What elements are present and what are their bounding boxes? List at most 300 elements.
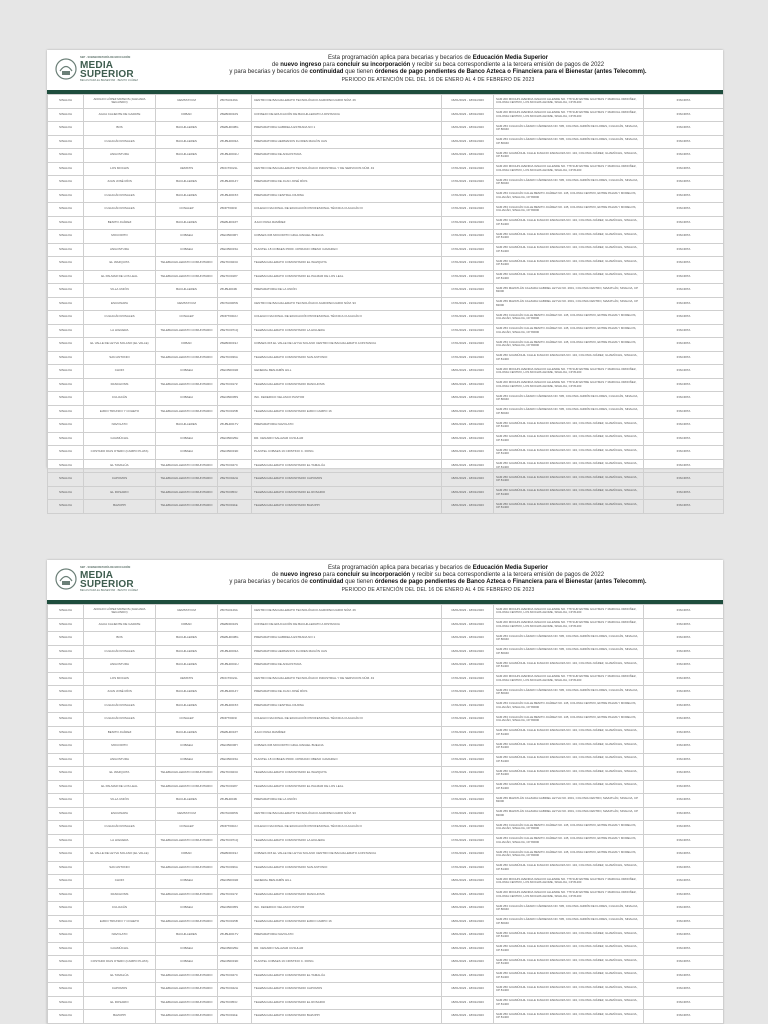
table-row [48,473,724,487]
table-cell-municipio: ESCUINAPA [84,807,156,821]
table-cell-fecha: 17/01/2023 - 19/01/2023 [442,243,494,257]
table-cell-municipio: SAN ANTONIO [84,861,156,875]
table-cell-escuela: PREPARATORIA DE ANGOSTURA [252,149,442,163]
table-cell-estatus: INSCRITA [644,486,724,500]
table-cell-tipo: BACHILLERES [156,929,218,943]
table-cell-estado: SINALOA [48,230,84,244]
table-row [48,230,724,244]
table-cell-sede: SAM 250 GUAMÚCHIL CALLE IGNACIO ZARAGOZA NO. 134, COLONIA JUÁREZ, GUAMÚCHIL, SINALOA, CP 81400 [494,230,644,244]
table-cell-cct: 25DCT0021L [218,162,252,176]
table-cell-sede: SAM 250 GUAMÚCHIL CALLE IGNACIO ZARAGOZA NO. 134, COLONIA JUÁREZ, GUAMÚCHIL, SINALOA, CP 81400 [494,942,644,956]
table-cell-fecha: 17/01/2023 - 19/01/2023 [442,753,494,767]
table-cell-estado: SINALOA [48,203,84,217]
table-cell-estatus: INSCRITA [644,135,724,149]
table-row [48,500,724,514]
table-row [48,297,724,311]
table-cell-fecha: 17/01/2023 - 19/01/2023 [442,699,494,713]
table-row [48,135,724,149]
table-cell-municipio: CULIACÁN ROSALES [84,645,156,659]
table-cell-cct: 25ETK0053J [218,486,252,500]
table-cell-municipio: RANCHOSIS [84,888,156,902]
table-cell-municipio: EL WAZQUITA [84,767,156,781]
table-cell-estatus: INSCRITA [644,365,724,379]
table-row [48,365,724,379]
table-cell-tipo: UEMSTIS [156,162,218,176]
table-cell-municipio: CULIACÁN [84,902,156,916]
table-cell-municipio: CULIACÁN ROSALES [84,821,156,835]
table-cell-cct: 25EBH0016T [218,216,252,230]
table-cell-fecha: 16/01/2023 - 18/01/2023 [442,108,494,122]
table-row [48,149,724,163]
table-cell-estado: SINALOA [48,351,84,365]
table-cell-escuela: JULIO PANA RAMÍREZ [252,216,442,230]
table-cell-fecha: 18/01/2023 - 18/01/2023 [442,446,494,460]
table-cell-tipo: COBAEH [156,392,218,406]
table-cell-cct: 25ECB0025H [218,942,252,956]
table-cell-estatus: INSCRITA [644,446,724,460]
table-cell-escuela: TELEBACHILLERATO COMUNITARIO SAN ANTONIO [252,351,442,365]
table-cell-cct: 25UBH0001U [218,149,252,163]
table-cell-tipo: TELEBACHILLERATO COMUNITARIO [156,257,218,271]
table-cell-estado: SINALOA [48,699,84,713]
title-line-2: de nuevo ingreso para concluir su incorporación y recibir su beca correspondiente a la tercera emisión de pagos de 2022 [271,62,605,69]
table-cell-fecha: 18/01/2023 - 18/01/2023 [442,983,494,997]
table-cell-cct: 25ETK0047C [218,459,252,473]
table-cell-estado: SINALOA [48,378,84,392]
table-cell-estatus: INSCRITA [644,243,724,257]
table-cell-municipio: MOCORITO [84,230,156,244]
table-cell-fecha: 18/01/2023 - 18/01/2023 [442,486,494,500]
table-cell-tipo: COBAEH [156,740,218,754]
table-cell-municipio: ADOLFO LÓPEZ MATEOS (JAHUARA SEGUNDO) [84,605,156,619]
table-cell-fecha: 17/01/2023 - 19/01/2023 [442,189,494,203]
table-cell-sede: SAM 253 CULIACÁN CALLE BENITO JUÁREZ NO. 145, COLONIA CENTRO, ENTRE PALMA Y MORELOS, CULIACÁN, SINALOA, CP 80000 [494,713,644,727]
table-row [48,284,724,298]
table-cell-tipo: BACHILLERES [156,176,218,190]
table-cell-escuela: TELEBACHILLERATO COMUNITARIO EJIDO CAMPO 16 [252,915,442,929]
logo-small-text: SEP · SUBSECRETARÍA DE EDUCACIÓN [80,56,131,59]
logo-line-2: SUPERIOR [80,68,134,80]
table-cell-sede: SAM 250 GUAMÚCHIL CALLE IGNACIO ZARAGOZA NO. 134, COLONIA JUÁREZ, GUAMÚCHIL, SINALOA, CP 81400 [494,243,644,257]
table-cell-sede: SAM 200 MOCHIS AVENIDA IGNACIO ALLENDE NO. 778 SUR ENTRE GUAYMAS Y MARCIAL ORDOÑEZ, COLONIA CENTRO, LOS MOCHIS AHOME, SINALOA, CP 81200 [494,875,644,889]
table-cell-escuela: INC. FEDERICO VELASCO PASTOR [252,392,442,406]
table-cell-sede: SAM 250 GUAMÚCHIL CALLE IGNACIO ZARAGOZA NO. 134, COLONIA JUÁREZ, GUAMÚCHIL, SINALOA, CP 81400 [494,969,644,983]
table-cell-estado: SINALOA [48,311,84,325]
table-cell-municipio: NAVOLATO [84,929,156,943]
table-cell-municipio: CAPOMOS [84,473,156,487]
table-cell-sede: SAM 250 GUAMÚCHIL CALLE IGNACIO ZARAGOZA NO. 134, COLONIA JUÁREZ, GUAMÚCHIL, SINALOA, CP 81400 [494,1010,644,1024]
table-cell-cct: 25EBD0019J [218,338,252,352]
table-cell-tipo: UEMSTAYCM [156,807,218,821]
table-cell-estado: SINALOA [48,618,84,632]
table-cell-tipo: TELEBACHILLERATO COMUNITARIO [156,270,218,284]
table-cell-estatus: INSCRITA [644,618,724,632]
table-row [48,108,724,122]
table-cell-tipo: BACHILLERES [156,645,218,659]
table-cell-estatus: INSCRITA [644,996,724,1010]
table-cell-sede: SAM 250 GUAMÚCHIL CALLE IGNACIO ZARAGOZA NO. 134, COLONIA JUÁREZ, GUAMÚCHIL, SINALOA, CP 81400 [494,216,644,230]
table-cell-escuela: GENERAL BENJAMÍN HILL [252,365,442,379]
table-cell-cct: 25ECB0015A [218,753,252,767]
table-row [48,446,724,460]
table-cell-tipo: TELEBACHILLERATO COMUNITARIO [156,324,218,338]
table-cell-tipo: COBAEH [156,243,218,257]
table-cell-estado: SINALOA [48,740,84,754]
table-cell-sede: SAM 250 GUAMÚCHIL CALLE IGNACIO ZARAGOZA NO. 134, COLONIA JUÁREZ, GUAMÚCHIL, SINALOA, CP 81400 [494,419,644,433]
table-cell-cct: 25ECB0019D [218,956,252,970]
table-cell-sede: SAM 253 CULIACÁN CALLE BENITO JUÁREZ NO. 145, COLONIA CENTRO, ENTRE PALMA Y MORELOS, CULIACÁN, SINALOA, CP 80000 [494,203,644,217]
table-row [48,848,724,862]
table-cell-sede: SAM 250 GUAMÚCHIL CALLE IGNACIO ZARAGOZA NO. 134, COLONIA JUÁREZ, GUAMÚCHIL, SINALOA, CP 81400 [494,726,644,740]
table-row [48,378,724,392]
table-cell-estatus: INSCRITA [644,419,724,433]
table-cell-fecha: 18/01/2023 - 18/01/2023 [442,929,494,943]
table-cell-municipio: LA HIGUERA [84,834,156,848]
table-row [48,203,724,217]
table-cell-tipo: COBAEH [156,432,218,446]
table-cell-fecha: 16/01/2023 - 18/01/2023 [442,135,494,149]
table-cell-estatus: INSCRITA [644,95,724,109]
table-cell-sede: SAM 250 GUAMÚCHIL CALLE IGNACIO ZARAGOZA NO. 134, COLONIA JUÁREZ, GUAMÚCHIL, SINALOA, CP 81400 [494,257,644,271]
table-cell-estado: SINALOA [48,915,84,929]
table-cell-tipo: BACHILLERES [156,726,218,740]
logo-subtext: BECAS PARA EL BIENESTAR · BENITO JUÁREZ [80,79,138,82]
table-cell-estatus: INSCRITA [644,108,724,122]
table-cell-estatus: INSCRITA [644,257,724,271]
table-cell-municipio: EJIDO TRIUNFO Y COHETO [84,405,156,419]
table-cell-estatus: INSCRITA [644,500,724,514]
table-cell-escuela: TELEBACHILLERATO COMUNITARIO EL WAZQUITA [252,767,442,781]
table-cell-municipio: EJIDO TRIUNFO Y COHETO [84,915,156,929]
table-cell-escuela: TELEBACHILLERATO COMUNITARIO EL ROSARIO [252,996,442,1010]
table-row [48,929,724,943]
table-cell-fecha: 18/01/2023 - 18/01/2023 [442,459,494,473]
table-row [48,405,724,419]
table-row [48,645,724,659]
table-cell-municipio: ANGOSTURA [84,753,156,767]
table-cell-fecha: 18/01/2023 - 18/01/2023 [442,915,494,929]
table-row [48,618,724,632]
table-cell-cct: 25EBD0010S [218,618,252,632]
table-cell-escuela: TELEBACHILLERATO COMUNITARIO CAPOMOS [252,983,442,997]
table-cell-tipo: TELEBACHILLERATO COMUNITARIO [156,378,218,392]
table-cell-fecha: 17/01/2023 - 19/01/2023 [442,848,494,862]
table-cell-tipo: TELEBACHILLERATO COMUNITARIO [156,983,218,997]
table-row [48,672,724,686]
table-cell-estatus: INSCRITA [644,699,724,713]
table-cell-fecha: 16/01/2023 - 18/01/2023 [442,645,494,659]
table-cell-estado: SINALOA [48,365,84,379]
table-cell-sede: SAM 259 MAZATLÁN CALZADA GABRIEL LEYVA NO. 2601, COLONIA CENTRO, MAZATLÁN, SINALOA, CP 82000 [494,284,644,298]
table-cell-estatus: INSCRITA [644,875,724,889]
table-cell-escuela: CENTRO DE BACHILLERATO TECNOLÓGICO INDUSTRIAL Y DE SERVICIOS NÚM. 43 [252,672,442,686]
table-cell-fecha: 17/01/2023 - 19/01/2023 [442,834,494,848]
table-cell-estado: SINALOA [48,297,84,311]
table-cell-municipio: ANGOSTURA [84,659,156,673]
table-cell-fecha: 17/01/2023 - 19/01/2023 [442,861,494,875]
table-cell-escuela: COLEGIO NACIONAL DE EDUCACIÓN PROFESIONAL TÉCNICA CULIACÁN II [252,311,442,325]
table-cell-sede: SAM 250 GUAMÚCHIL CALLE IGNACIO ZARAGOZA NO. 134, COLONIA JUÁREZ, GUAMÚCHIL, SINALOA, CP 81400 [494,351,644,365]
table-cell-cct: 25ETK0023U [218,257,252,271]
table-cell-escuela: TELEBACHILLERATO COMUNITARIO EL WAZQUITA [252,257,442,271]
table-cell-municipio: AGUA CALIENTE DE GARATE [84,108,156,122]
table-cell-fecha: 17/01/2023 - 19/01/2023 [442,767,494,781]
table-cell-tipo: TELEBACHILLERATO COMUNITARIO [156,473,218,487]
table-cell-sede: SAM 250 GUAMÚCHIL CALLE IGNACIO ZARAGOZA NO. 134, COLONIA JUÁREZ, GUAMÚCHIL, SINALOA, CP 81400 [494,486,644,500]
table-cell-fecha: 17/01/2023 - 19/01/2023 [442,726,494,740]
table-cell-estatus: INSCRITA [644,392,724,406]
table-cell-municipio: EL TAMALÚA [84,459,156,473]
table-cell-estado: SINALOA [48,500,84,514]
table-cell-fecha: 17/01/2023 - 19/01/2023 [442,230,494,244]
table-cell-estatus: INSCRITA [644,767,724,781]
table-cell-sede: SAM 253 CULIACÁN LÁZARO CÁRDENAS NO. 595, COLONIA JARDÍN DE FLORES, CULIACÁN, SINALOA, CP 80040 [494,405,644,419]
table-cell-cct: 25ETK0036A [218,861,252,875]
table-cell-tipo: TELEBACHILLERATO COMUNITARIO [156,405,218,419]
table-cell-cct: 25ECB0005S [218,392,252,406]
table-cell-estatus: INSCRITA [644,645,724,659]
table-cell-municipio: ADOLFO LÓPEZ MATEOS (JAHUARA SEGUNDO) [84,95,156,109]
table-cell-escuela: TELEBACHILLERATO COMUNITARIO LA HIGUERA [252,834,442,848]
institution-emblem-icon [55,568,77,590]
table-cell-cct: 25DPT0002J [218,311,252,325]
table-cell-sede: SAM 253 CULIACÁN CALLE BENITO JUÁREZ NO. 145, COLONIA CENTRO, ENTRE PALMA Y MORELOS, CULIACÁN, SINALOA, CP 80000 [494,189,644,203]
table-cell-tipo: COBAEH [156,365,218,379]
table-cell-fecha: 18/01/2023 - 18/01/2023 [442,996,494,1010]
table-cell-estado: SINALOA [48,270,84,284]
table-cell-tipo: UEMSTAYCM [156,95,218,109]
table-cell-fecha: 17/01/2023 - 19/01/2023 [442,821,494,835]
table-cell-sede: SAM 250 GUAMÚCHIL CALLE IGNACIO ZARAGOZA NO. 134, COLONIA JUÁREZ, GUAMÚCHIL, SINALOA, CP 81400 [494,996,644,1010]
title-line-1: Esta programación aplica para becarias y becarios de Educación Media Superior [327,55,549,61]
table-cell-sede: SAM 250 GUAMÚCHIL CALLE IGNACIO ZARAGOZA NO. 134, COLONIA JUÁREZ, GUAMÚCHIL, SINALOA, CP 81400 [494,446,644,460]
table-cell-municipio: RANCHOSIS [84,378,156,392]
table-cell-escuela: PLANTEL COBAES 19 CRISTINO C. RONG [252,446,442,460]
table-cell-municipio: AGUA CALIENTE DE GARATE [84,618,156,632]
table-cell-tipo: DFBAD [156,338,218,352]
table-cell-municipio: SAN ANTONIO [84,351,156,365]
table-cell-municipio: GUAMÚCHIL [84,942,156,956]
attention-period: PERIODO DE ATENCIÓN DEL DEL 16 DE ENERO AL 4 DE FEBRERO DE 2023 [341,586,535,593]
table-cell-sede: SAM 200 MOCHIS AVENIDA IGNACIO ALLENDE NO. 778 SUR ENTRE GUAYMAS Y MARCIAL ORDOÑEZ, COLONIA CENTRO, LOS MOCHIS AHOME, SINALOA, CP 81200 [494,672,644,686]
table-row [48,432,724,446]
table-cell-cct: 25ETK0018Y [218,780,252,794]
table-cell-tipo: BACHILLERES [156,659,218,673]
table-row [48,956,724,970]
table-cell-estado: SINALOA [48,996,84,1010]
table-cell-fecha: 18/01/2023 - 18/01/2023 [442,1010,494,1024]
table-cell-sede: SAM 200 MOCHIS AVENIDA IGNACIO ALLENDE NO. 778 SUR ENTRE GUAYMAS Y MARCIAL ORDOÑEZ, COLONIA CENTRO, LOS MOCHIS AHOME, SINALOA, CP 81200 [494,605,644,619]
institution-emblem-icon [55,58,77,80]
table-cell-sede: SAM 250 GUAMÚCHIL CALLE IGNACIO ZARAGOZA NO. 134, COLONIA JUÁREZ, GUAMÚCHIL, SINALOA, CP 81400 [494,956,644,970]
table-cell-tipo: TELEBACHILLERATO COMUNITARIO [156,767,218,781]
table-cell-municipio: LA HIGUERA [84,324,156,338]
table-cell-fecha: 17/01/2023 - 19/01/2023 [442,284,494,298]
table-cell-estatus: INSCRITA [644,983,724,997]
table-row [48,726,724,740]
header-titles [157,565,719,594]
table-row [48,270,724,284]
table-cell-fecha: 18/01/2023 - 18/01/2023 [442,432,494,446]
table-cell-estado: SINALOA [48,672,84,686]
table-cell-estatus: INSCRITA [644,459,724,473]
table-cell-cct: 25ETK0053J [218,996,252,1010]
table-cell-fecha: 18/01/2023 - 18/01/2023 [442,473,494,487]
table-cell-escuela: TELEBACHILLERATO COMUNITARIO SAN ANTONIO [252,861,442,875]
table-cell-escuela: PLANTEL 18 COBAES PROF. CIPRIANO OBESO CAMARGO [252,243,442,257]
table-cell-escuela: COBAES 036 MOCORITO GRAL RAFAEL BUELNA [252,230,442,244]
table-cell-estado: SINALOA [48,405,84,419]
table-cell-cct: 25ECB0006Y [218,740,252,754]
table-cell-municipio: CULIACÁN ROSALES [84,203,156,217]
table-cell-fecha: 17/01/2023 - 19/01/2023 [442,807,494,821]
table-cell-municipio: JUAN JOSÉ RÍOS [84,176,156,190]
table-cell-cct: 25EBD0010S [218,108,252,122]
table-cell-estatus: INSCRITA [644,432,724,446]
table-cell-escuela: PREPARATORIA DE JUAN JOSÉ RÍOS [252,176,442,190]
table-row [48,1010,724,1024]
table-cell-escuela: PREPARATORIA CENTRAL DIURNA [252,189,442,203]
table-cell-escuela: PREPARATORIA DE LA UNIÓN [252,794,442,808]
table-cell-sede: SAM 253 CULIACÁN CALLE BENITO JUÁREZ NO. 145, COLONIA CENTRO, ENTRE PALMA Y MORELOS, CULIACÁN, SINALOA, CP 80000 [494,699,644,713]
table-cell-tipo: BACHILLERES [156,794,218,808]
table-cell-cct: 25ETK0015B [218,405,252,419]
table-cell-cct: 25DTA0005N [218,297,252,311]
table-row [48,324,724,338]
title-line-3: y para becarias y becarios de continuidad que tienen órdenes de pago pendientes de Banco Azteca o Financiera para el Bienestar (antes Telecomm). [229,69,647,76]
table-cell-estatus: INSCRITA [644,713,724,727]
table-cell-tipo: BACHILLERES [156,122,218,136]
table-cell-sede: SAM 200 MOCHIS AVENIDA IGNACIO ALLENDE NO. 778 SUR ENTRE GUAYMAS Y MARCIAL ORDOÑEZ, COLONIA CENTRO, LOS MOCHIS AHOME, SINALOA, CP 81200 [494,888,644,902]
table-cell-sede: SAM 253 CULIACÁN CALLE BENITO JUÁREZ NO. 145, COLONIA CENTRO, ENTRE PALMA Y MORELOS, CULIACÁN, SINALOA, CP 80000 [494,848,644,862]
table-row [48,486,724,500]
table-cell-estado: SINALOA [48,135,84,149]
table-cell-fecha: 18/01/2023 - 18/01/2023 [442,419,494,433]
table-cell-tipo: UEMSTAYCM [156,297,218,311]
table-cell-cct: 25ETK0042H [218,473,252,487]
table-cell-escuela: PREPARATORIA GABRIELA ESTRADA NO 1 [252,122,442,136]
table-cell-estatus: INSCRITA [644,405,724,419]
table-cell-escuela: TELEBACHILLERATO COMUNITARIO EL TAMALÚA [252,969,442,983]
table-cell-estatus: INSCRITA [644,780,724,794]
table-cell-cct: 25UBH0015X [218,699,252,713]
table-cell-estado: SINALOA [48,257,84,271]
table-row [48,902,724,916]
table-cell-municipio: CHOIX [84,875,156,889]
table-cell-municipio: MOCORITO [84,740,156,754]
table-cell-escuela: COBAES 036 MOCORITO GRAL RAFAEL BUELNA [252,740,442,754]
table-cell-fecha: 17/01/2023 - 19/01/2023 [442,297,494,311]
table-row [48,632,724,646]
logo-line-1: MEDIA [80,60,114,71]
table-cell-cct: 25ETK0071Q [218,324,252,338]
table-cell-tipo: COBAEH [156,902,218,916]
table-cell-cct: 25EBH0038G [218,632,252,646]
logo-line-1: MEDIA [80,570,114,581]
table-cell-tipo: TELEBACHILLERATO COMUNITARIO [156,888,218,902]
table-cell-estado: SINALOA [48,969,84,983]
schedule-table [47,94,724,514]
table-row [48,983,724,997]
table-cell-escuela: COLEGIO NACIONAL DE EDUCACIÓN PROFESIONAL TÉCNICA CULIACÁN III [252,203,442,217]
table-cell-sede: SAM 200 MOCHIS AVENIDA IGNACIO ALLENDE NO. 778 SUR ENTRE GUAYMAS Y MARCIAL ORDOÑEZ, COLONIA CENTRO, LOS MOCHIS AHOME, SINALOA, CP 81200 [494,95,644,109]
table-cell-municipio: EL PALMAR DE LOS LEAL [84,780,156,794]
table-cell-cct: 25UBH0017V [218,929,252,943]
table-cell-cct: 25DPT0003I [218,203,252,217]
table-cell-municipio: NAVOLATO [84,419,156,433]
table-cell-escuela: TELEBACHILLERATO COMUNITARIO EL PALMAR DE LOS LEAL [252,270,442,284]
table-cell-tipo: COBAEH [156,875,218,889]
table-cell-fecha: 17/01/2023 - 19/01/2023 [442,216,494,230]
table-cell-cct: 25ETK0023U [218,767,252,781]
table-cell-estado: SINALOA [48,875,84,889]
table-cell-estado: SINALOA [48,659,84,673]
table-row [48,176,724,190]
table-cell-fecha: 18/01/2023 - 18/01/2023 [442,500,494,514]
table-row [48,459,724,473]
table-cell-fecha: 18/01/2023 - 18/01/2023 [442,365,494,379]
table-cell-escuela: TELEBACHILLERATO COMUNITARIO LA HIGUERA [252,324,442,338]
table-cell-estado: SINALOA [48,888,84,902]
table-cell-tipo: DFBAD [156,108,218,122]
table-cell-sede: SAM 253 CULIACÁN LÁZARO CÁRDENAS NO. 595, COLONIA JARDÍN DE FLORES, CULIACÁN, SINALOA, CP 80040 [494,135,644,149]
table-cell-escuela: TELEBACHILLERATO COMUNITARIO BAZUPPI [252,1010,442,1024]
table-cell-sede: SAM 253 CULIACÁN CALLE BENITO JUÁREZ NO. 145, COLONIA CENTRO, ENTRE PALMA Y MORELOS, CULIACÁN, SINALOA, CP 80000 [494,324,644,338]
table-cell-sede: SAM 250 GUAMÚCHIL CALLE IGNACIO ZARAGOZA NO. 134, COLONIA JUÁREZ, GUAMÚCHIL, SINALOA, CP 81400 [494,780,644,794]
table-cell-tipo: BACHILLERES [156,686,218,700]
table-cell-escuela: JULIO PANA RAMÍREZ [252,726,442,740]
table-row [48,780,724,794]
table-cell-estatus: INSCRITA [644,740,724,754]
table-cell-estatus: INSCRITA [644,473,724,487]
table-cell-tipo: TELEBACHILLERATO COMUNITARIO [156,915,218,929]
table-cell-fecha: 17/01/2023 - 19/01/2023 [442,780,494,794]
title-line-1: Esta programación aplica para becarias y becarios de Educación Media Superior [327,565,549,571]
table-row [48,605,724,619]
table-cell-escuela: PREPARATORIA DE JUAN JOSÉ RÍOS [252,686,442,700]
table-cell-fecha: 17/01/2023 - 19/01/2023 [442,257,494,271]
table-cell-tipo: TELEBACHILLERATO COMUNITARIO [156,780,218,794]
table-cell-estado: SINALOA [48,95,84,109]
table-cell-estado: SINALOA [48,861,84,875]
table-cell-fecha: 17/01/2023 - 19/01/2023 [442,311,494,325]
table-row [48,243,724,257]
table-cell-fecha: 17/01/2023 - 19/01/2023 [442,324,494,338]
table-cell-sede: SAM 200 MOCHIS AVENIDA IGNACIO ALLENDE NO. 778 SUR ENTRE GUAYMAS Y MARCIAL ORDOÑEZ, COLONIA CENTRO, LOS MOCHIS AHOME, SINALOA, CP 81200 [494,365,644,379]
table-cell-tipo: COBAEH [156,942,218,956]
table-cell-estado: SINALOA [48,983,84,997]
table-cell-cct: 25EBH0038G [218,122,252,136]
table-row [48,351,724,365]
table-cell-municipio: BOS [84,632,156,646]
table-cell-tipo: BACHILLERES [156,216,218,230]
table-cell-estatus: INSCRITA [644,324,724,338]
table-cell-cct: 25ETK0011E [218,1010,252,1024]
table-cell-fecha: 17/01/2023 - 19/01/2023 [442,740,494,754]
table-cell-municipio: BENITO JUÁREZ [84,726,156,740]
table-cell-cct: 25DTA0005N [218,807,252,821]
table-row [48,419,724,433]
table-cell-escuela: CENTRO DE BACHILLERATO TECNOLÓGICO AGROPECUARIO NÚM. 93 [252,297,442,311]
table-row [48,996,724,1010]
table-cell-estatus: INSCRITA [644,378,724,392]
table-cell-estado: SINALOA [48,605,84,619]
table-cell-sede: SAM 250 GUAMÚCHIL CALLE IGNACIO ZARAGOZA NO. 134, COLONIA JUÁREZ, GUAMÚCHIL, SINALOA, CP 81400 [494,659,644,673]
table-cell-municipio: ANGOSTURA [84,149,156,163]
table-cell-tipo: COBAEH [156,956,218,970]
table-cell-municipio: CULIACÁN ROSALES [84,713,156,727]
table-cell-tipo: TELEBACHILLERATO COMUNITARIO [156,969,218,983]
